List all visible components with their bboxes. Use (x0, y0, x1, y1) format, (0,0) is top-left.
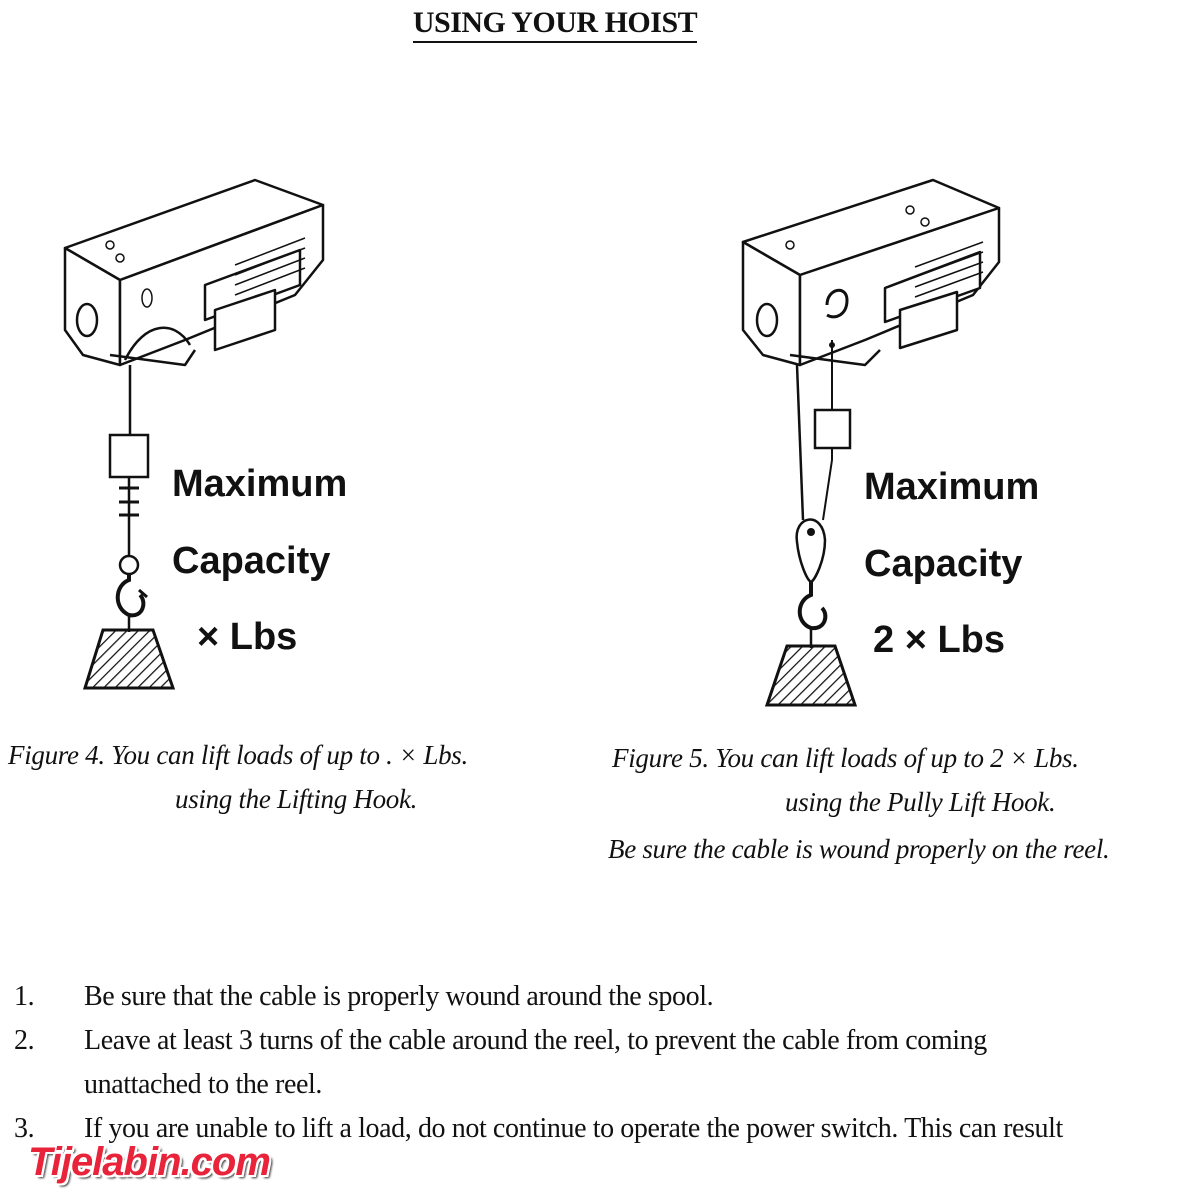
list-item (14, 975, 1194, 1019)
list-item (14, 1019, 1194, 1107)
watermark-logo: Tijelabin.com (28, 1140, 270, 1184)
figure-4-caption-line-2: using the Lifting Hook. (175, 784, 418, 814)
figure-4-label-maximum: Maximum (172, 463, 348, 505)
list-item-text: Leave at least 3 turns of the cable around the reel, to prevent the cable from coming unattached to the reel. (84, 1025, 987, 1100)
figure-5-label-lbs: 2 × Lbs (873, 619, 1005, 661)
figure-5-label-capacity: Capacity (864, 543, 1023, 585)
list-item-number: 2. (14, 1025, 35, 1056)
page-title-text: USING YOUR HOIST (413, 6, 697, 43)
list-item-text: If you are unable to lift a load, do not continue to operate the power switch. This can result (84, 1113, 1063, 1144)
figure-5-caption-line-3: Be sure the cable is wound properly on the reel. (608, 834, 1110, 864)
instructions-list (14, 975, 1194, 1151)
figure-4-caption-line-1: Figure 4. You can lift loads of up to . × Lbs. (8, 740, 468, 770)
list-item-text: Be sure that the cable is properly wound around the spool. (84, 981, 714, 1012)
figure-5-label-maximum: Maximum (864, 466, 1040, 508)
page-title (0, 6, 1110, 43)
list-item-number: 1. (14, 981, 35, 1012)
figure-4-label-capacity: Capacity (172, 540, 331, 582)
list-item-number: 3. (14, 1113, 35, 1144)
figure-4-label-lbs: × Lbs (197, 616, 298, 658)
figure-5-caption-line-2: using the Pully Lift Hook. (785, 787, 1056, 817)
figure-5-caption-line-1: Figure 5. You can lift loads of up to 2 × Lbs. (612, 743, 1079, 773)
